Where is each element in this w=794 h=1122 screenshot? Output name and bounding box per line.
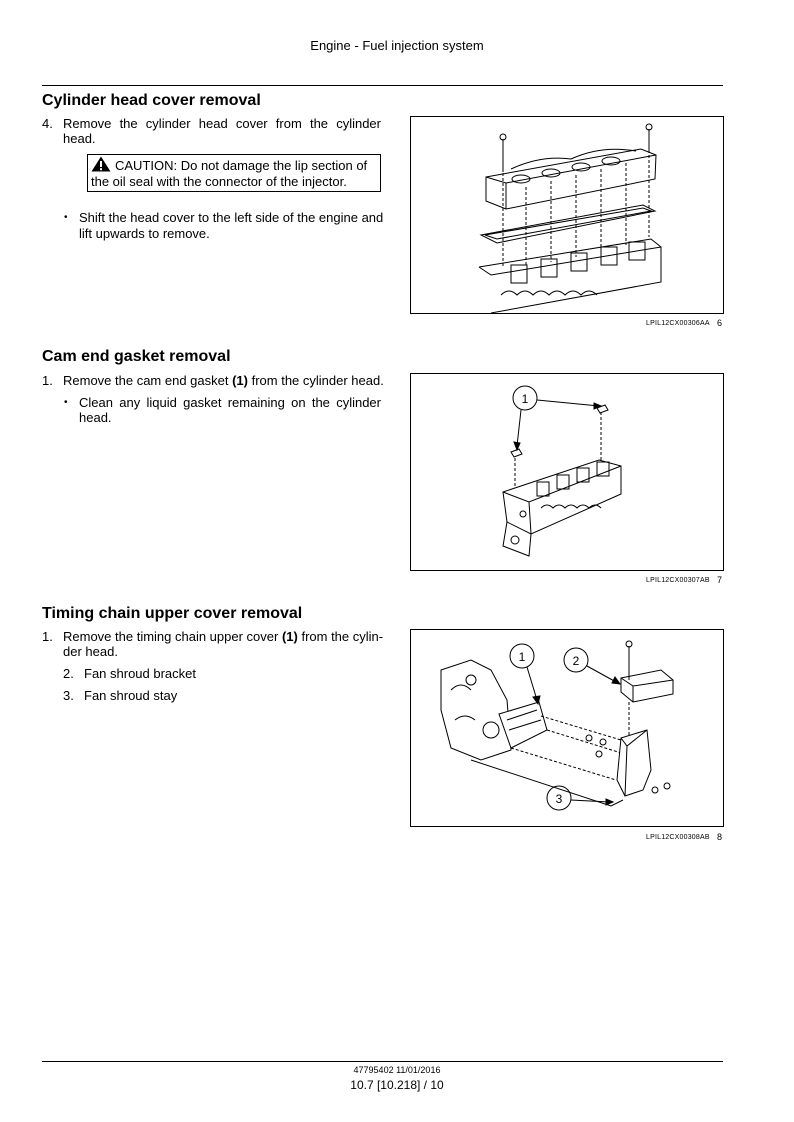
step-text-line2: head.: [63, 131, 96, 146]
figure-number: 7: [717, 575, 723, 585]
figure-code: LPIL12CX00307AB: [646, 577, 710, 584]
section-heading-timing-chain-upper-cover: Timing chain upper cover removal: [42, 605, 303, 622]
step-number: 1.: [42, 373, 53, 388]
cylinder-head-cover-illustration: [411, 117, 723, 313]
callout-label-2: 2: [572, 654, 580, 668]
figure-cam-end-gasket: [410, 373, 724, 571]
bullet-text-line1: Shift the head cover to the left side of the engine and: [79, 210, 384, 225]
bullet-text-line2: lift upwards to remove.: [79, 226, 210, 241]
cam-end-gasket-illustration: [411, 374, 723, 570]
figure-code: LPIL12CX00308AB: [646, 834, 710, 841]
step-text: Remove the cam end gasket (1) from the cylinder head.: [63, 373, 384, 388]
header-rule: [42, 85, 723, 86]
step-number: 4.: [42, 116, 53, 131]
figure-timing-chain-upper-cover: [410, 629, 724, 827]
figure-number: 6: [717, 318, 723, 328]
step-text-line1: Remove the cylinder head cover from the cylinder: [63, 116, 381, 131]
warning-triangle-icon: [91, 156, 111, 172]
section-heading-cam-end-gasket: Cam end gasket removal: [42, 348, 231, 365]
timing-chain-cover-illustration: [411, 630, 723, 826]
footer-rule: [42, 1061, 723, 1062]
caution-text-line2: the oil seal with the connector of the injector.: [91, 174, 347, 189]
step-number: 1.: [42, 629, 53, 644]
figure-cylinder-head-cover: [410, 116, 724, 314]
bullet-dot: •: [64, 397, 68, 408]
sub-item-number: 3.: [63, 688, 74, 703]
caution-box: [87, 154, 381, 192]
callout-label-1: 1: [518, 650, 526, 664]
step-text-line1: Remove the timing chain upper cover (1) from the cylin-: [63, 629, 384, 644]
section-heading-cylinder-head-cover: Cylinder head cover removal: [42, 92, 261, 109]
figure-code: LPIL12CX00306AA: [646, 320, 710, 327]
sub-item-text: Fan shroud stay: [84, 688, 178, 703]
step-text-line2: der head.: [63, 644, 118, 659]
bullet-dot: •: [64, 212, 68, 223]
footer-page-ref: 10.7 [10.218] / 10: [350, 1078, 444, 1092]
figure-number: 8: [717, 832, 723, 842]
bullet-text-line1: Clean any liquid gasket remaining on the cylinder: [79, 395, 381, 410]
sub-item-text: Fan shroud bracket: [84, 666, 197, 681]
callout-label: 1: [521, 392, 529, 406]
caution-text-line1: CAUTION: Do not damage the lip section of: [115, 158, 368, 173]
footer-doc-id: 47795402 11/01/2016: [353, 1065, 441, 1075]
sub-item-number: 2.: [63, 666, 74, 681]
page-header-title: Engine - Fuel injection system: [310, 38, 484, 53]
callout-label-3: 3: [555, 792, 563, 806]
bullet-text-line2: head.: [79, 410, 112, 425]
